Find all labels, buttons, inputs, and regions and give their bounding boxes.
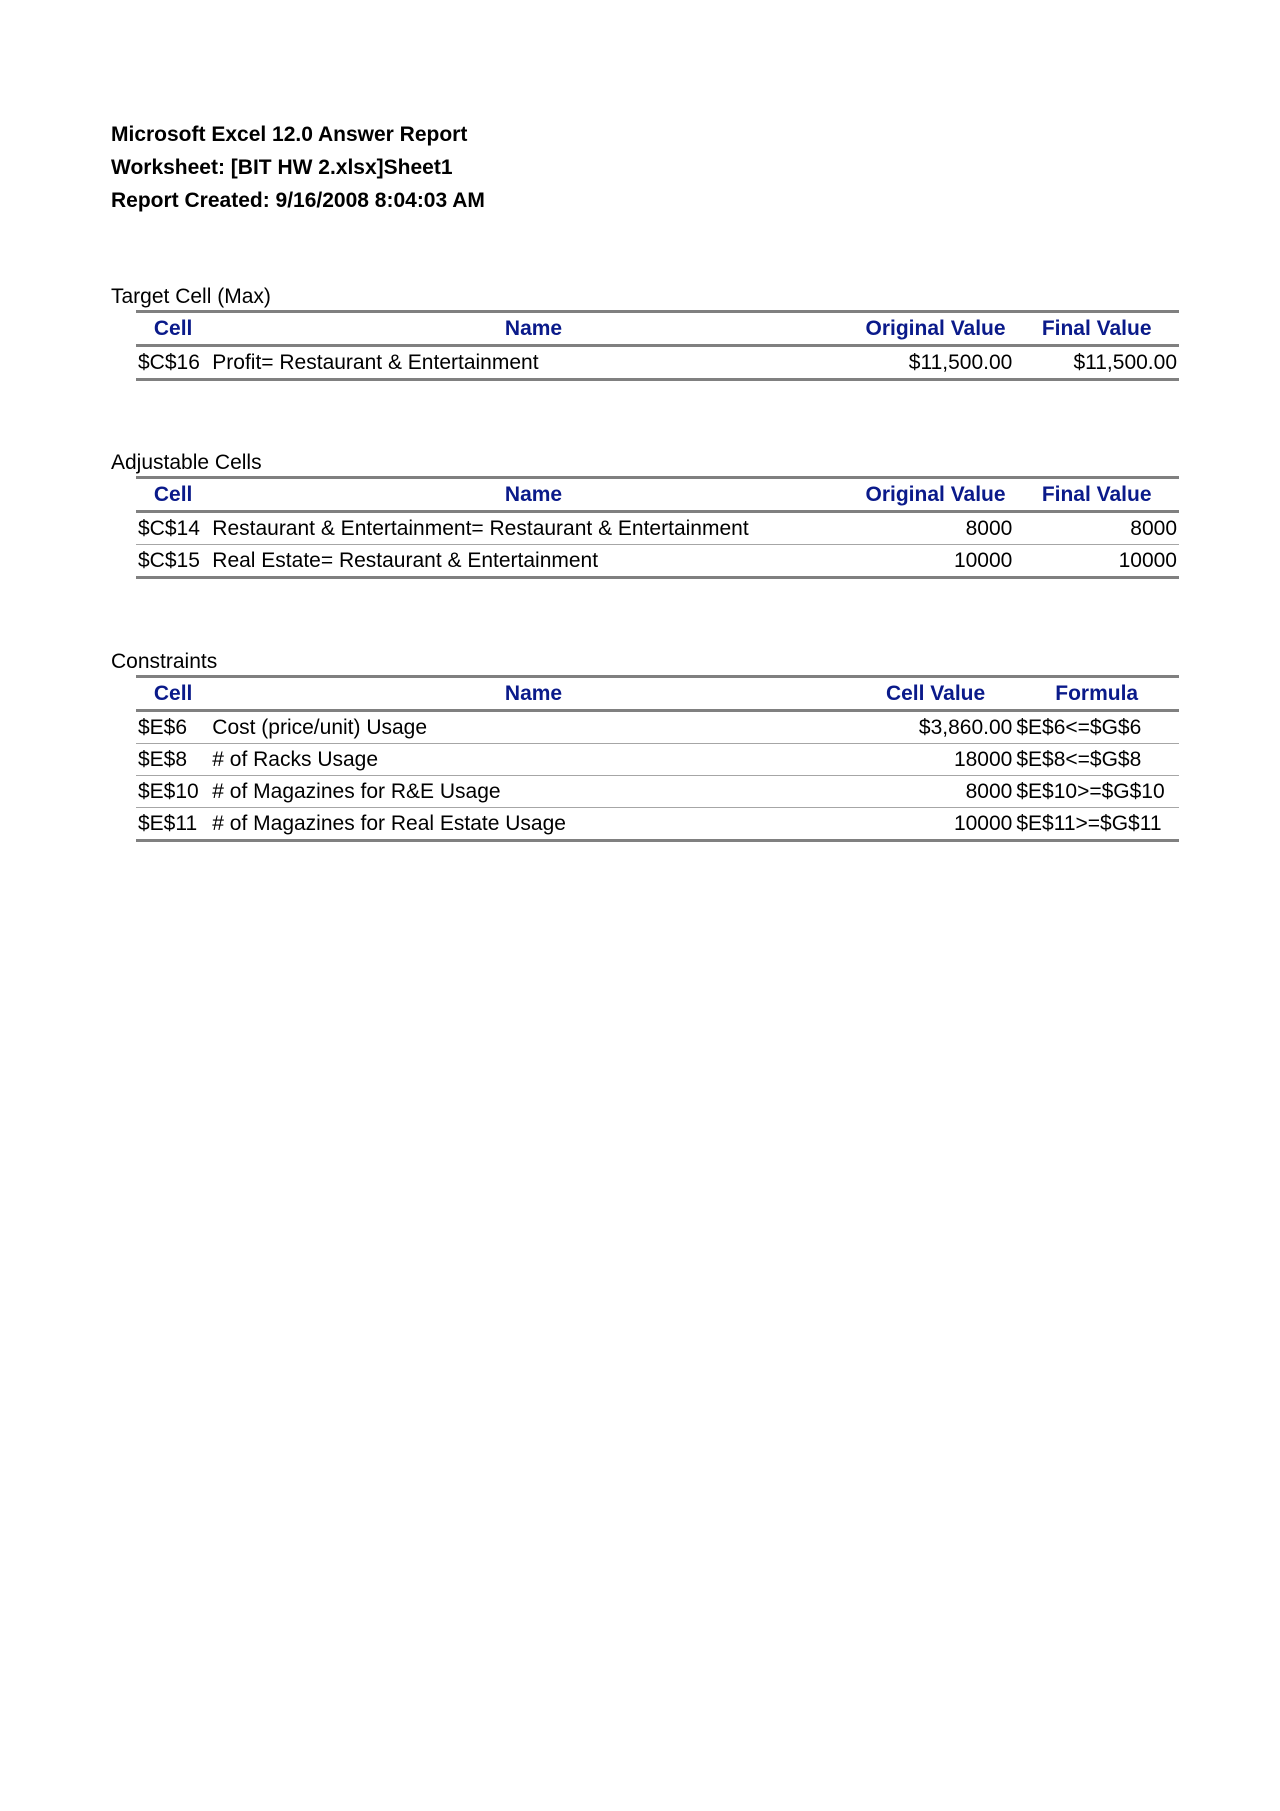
adjustable-cells-section [111, 450, 1179, 579]
cell-name: Real Estate= Restaurant & Entertainment [210, 545, 856, 578]
formula: $E$8<=$G$8 [1014, 744, 1179, 776]
col-header-final-value: Final Value [1014, 478, 1179, 512]
cell-ref: $C$15 [136, 545, 210, 578]
col-header-name: Name [210, 312, 856, 346]
adjustable-cells-title: Adjustable Cells [111, 451, 262, 474]
table-row [136, 808, 1179, 841]
col-header-cell: Cell [136, 677, 210, 711]
cell-name: # of Magazines for R&E Usage [210, 776, 856, 808]
worksheet-label: Worksheet: [BIT HW 2.xlsx]Sheet1 [111, 156, 453, 179]
cell-ref: $E$6 [136, 711, 210, 744]
cell-value: 18000 [857, 744, 1015, 776]
formula: $E$11>=$G$11 [1014, 808, 1179, 841]
target-cell-table [136, 310, 1179, 381]
final-value: 10000 [1014, 545, 1179, 578]
constraints-title: Constraints [111, 650, 218, 673]
table-row [136, 545, 1179, 578]
report-created-label: Report Created: 9/16/2008 8:04:03 AM [111, 189, 485, 212]
report-header [111, 118, 485, 217]
table-header-row [136, 312, 1179, 346]
cell-ref: $E$10 [136, 776, 210, 808]
table-row [136, 512, 1179, 545]
original-value: 8000 [857, 512, 1015, 545]
table-row [136, 776, 1179, 808]
constraints-section [111, 649, 1179, 842]
table-row [136, 744, 1179, 776]
table-header-row [136, 677, 1179, 711]
col-header-original-value: Original Value [857, 478, 1015, 512]
formula: $E$10>=$G$10 [1014, 776, 1179, 808]
cell-name: Restaurant & Entertainment= Restaurant & Entertainment [210, 512, 856, 545]
col-header-name: Name [210, 677, 856, 711]
constraints-table [136, 675, 1179, 842]
cell-name: Profit= Restaurant & Entertainment [210, 346, 856, 380]
final-value: $11,500.00 [1014, 346, 1179, 380]
target-cell-title: Target Cell (Max) [111, 285, 271, 308]
cell-ref: $C$16 [136, 346, 210, 380]
col-header-name: Name [210, 478, 856, 512]
cell-ref: $C$14 [136, 512, 210, 545]
cell-name: # of Racks Usage [210, 744, 856, 776]
report-title: Microsoft Excel 12.0 Answer Report [111, 123, 468, 146]
table-header-row [136, 478, 1179, 512]
col-header-original-value: Original Value [857, 312, 1015, 346]
cell-value: 10000 [857, 808, 1015, 841]
adjustable-cells-table [136, 476, 1179, 579]
cell-name: Cost (price/unit) Usage [210, 711, 856, 744]
cell-value: 8000 [857, 776, 1015, 808]
final-value: 8000 [1014, 512, 1179, 545]
col-header-cell: Cell [136, 312, 210, 346]
col-header-formula: Formula [1014, 677, 1179, 711]
table-row [136, 346, 1179, 380]
target-cell-section [111, 284, 1179, 381]
cell-ref: $E$8 [136, 744, 210, 776]
original-value: 10000 [857, 545, 1015, 578]
col-header-final-value: Final Value [1014, 312, 1179, 346]
col-header-cell: Cell [136, 478, 210, 512]
cell-name: # of Magazines for Real Estate Usage [210, 808, 856, 841]
cell-value: $3,860.00 [857, 711, 1015, 744]
cell-ref: $E$11 [136, 808, 210, 841]
original-value: $11,500.00 [857, 346, 1015, 380]
col-header-cell-value: Cell Value [857, 677, 1015, 711]
table-row [136, 711, 1179, 744]
formula: $E$6<=$G$6 [1014, 711, 1179, 744]
